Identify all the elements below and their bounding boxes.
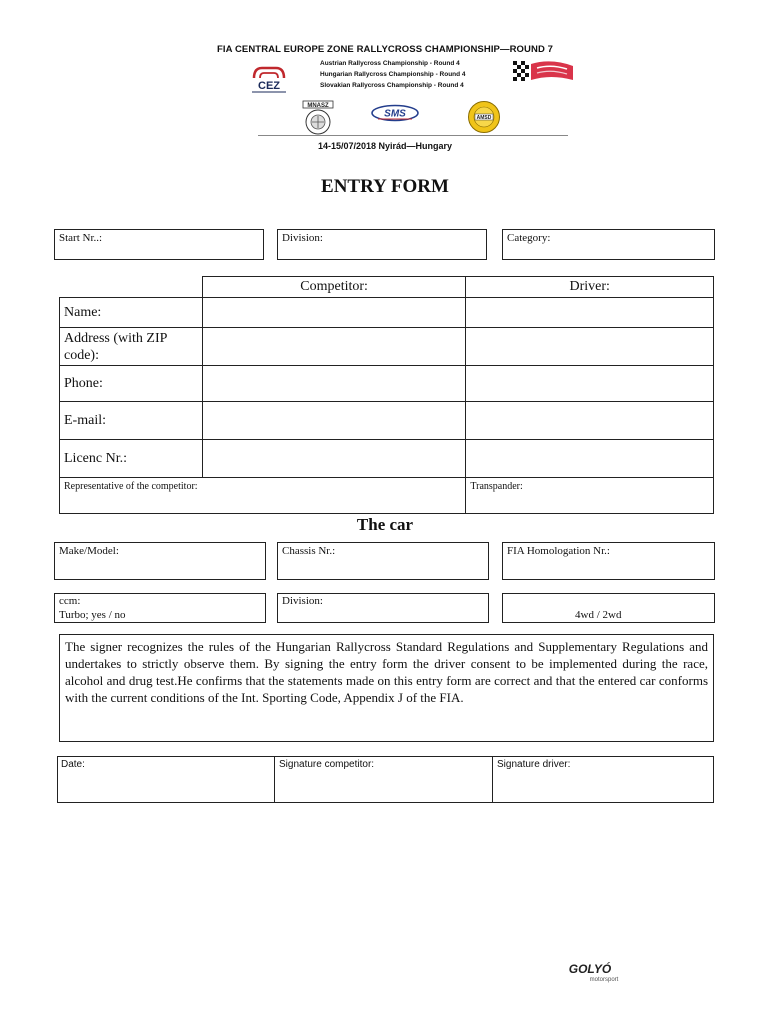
start-nr-field[interactable] xyxy=(54,229,264,260)
driver-licence-field[interactable] xyxy=(466,440,714,478)
competitor-column-header: Competitor: xyxy=(202,277,466,298)
category-field[interactable] xyxy=(502,229,715,260)
make-model-label: Make/Model: xyxy=(59,545,119,557)
sms-logo-text: SMS xyxy=(384,108,406,120)
amsd-logo-text: AMSD xyxy=(476,115,492,121)
driver-phone-field[interactable] xyxy=(466,366,714,402)
division-label: Division: xyxy=(282,232,323,244)
drive-type-field[interactable] xyxy=(502,593,715,623)
competitor-email-field[interactable] xyxy=(202,402,466,440)
amsd-logo xyxy=(466,100,502,134)
sms-logo xyxy=(370,104,420,122)
representative-field[interactable] xyxy=(60,478,466,514)
date-field[interactable] xyxy=(57,756,275,803)
mnasz-logo xyxy=(300,100,336,136)
competitor-licence-field[interactable] xyxy=(202,440,466,478)
rallycross-flag-logo xyxy=(511,58,577,86)
division-field[interactable] xyxy=(277,229,487,260)
footer-logo-subtext: motorsport xyxy=(589,977,619,983)
chassis-field[interactable] xyxy=(277,542,489,580)
chassis-label: Chassis Nr.: xyxy=(282,545,336,557)
event-date-location: 14-15/07/2018 Nyirád—Hungary xyxy=(317,141,453,151)
driver-email-field[interactable] xyxy=(466,402,714,440)
round-line-hungarian: Hungarian Rallycross Championship - Round 4 xyxy=(320,71,466,78)
championship-title: FIA CENTRAL EUROPE ZONE RALLYCROSS CHAMPIONSHIP—ROUND 7 xyxy=(216,44,554,55)
homologation-field[interactable] xyxy=(502,542,715,580)
round-line-slovakian: Slovakian Rallycross Championship - Round 4 xyxy=(320,82,464,89)
form-title: ENTRY FORM xyxy=(321,176,449,197)
header-divider xyxy=(258,135,568,136)
licence-label: Licenc Nr.: xyxy=(60,440,203,478)
round-line-austrian: Austrian Rallycross Championship - Round 4 xyxy=(320,60,460,67)
car-section-title: The car xyxy=(356,515,414,534)
driver-column-header: Driver: xyxy=(466,277,714,298)
signature-driver-field[interactable] xyxy=(492,756,714,803)
competitor-name-field[interactable] xyxy=(202,298,466,328)
car-division-field[interactable] xyxy=(277,593,489,623)
competitor-address-field[interactable] xyxy=(202,328,466,366)
start-nr-label: Start Nr..: xyxy=(59,232,103,244)
footer-logo-text: GOLYÓ xyxy=(568,962,612,976)
category-label: Category: xyxy=(507,232,551,244)
representative-label: Representative of the competitor: xyxy=(64,481,198,492)
ccm-turbo-field[interactable] xyxy=(54,593,266,623)
driver-name-field[interactable] xyxy=(466,298,714,328)
phone-label: Phone: xyxy=(60,366,203,402)
turbo-label: Turbo; yes / no xyxy=(59,609,126,621)
mnasz-logo-text: MNASZ xyxy=(307,103,329,109)
date-label: Date: xyxy=(61,759,85,770)
golyo-motorsport-logo xyxy=(562,958,626,984)
cez-logo xyxy=(248,64,290,94)
car-division-label: Division: xyxy=(282,595,323,607)
signature-competitor-field[interactable] xyxy=(274,756,493,803)
homologation-label: FIA Homologation Nr.: xyxy=(507,545,610,557)
signature-competitor-label: Signature competitor: xyxy=(279,759,375,770)
email-label: E-mail: xyxy=(60,402,203,440)
ccm-label: ccm: xyxy=(59,595,81,607)
make-model-field[interactable] xyxy=(54,542,266,580)
signature-driver-label: Signature driver: xyxy=(497,759,571,770)
transponder-field[interactable] xyxy=(466,478,714,514)
driver-address-field[interactable] xyxy=(466,328,714,366)
statement-text: The signer recognizes the rules of the Hungarian Rallycross Standard Regulations and Supplementary Regulations and undertakes to strictly observe them. By signing the entry form the driver consent to be implemented during the race, alcohol and drug test.He confirms that the statements made on this entry form are correct and that the entered car conforms with the current conditions of the Int. Sporting Code, Appendix J of the FIA. xyxy=(59,634,714,742)
competitor-driver-table xyxy=(59,276,714,514)
name-label: Name: xyxy=(60,298,203,328)
drive-type-label: 4wd / 2wd xyxy=(575,609,622,621)
cez-logo-text: CEZ xyxy=(258,80,280,92)
address-label: Address (with ZIP code): xyxy=(60,328,203,366)
transponder-label: Transpander: xyxy=(470,481,523,492)
competitor-phone-field[interactable] xyxy=(202,366,466,402)
